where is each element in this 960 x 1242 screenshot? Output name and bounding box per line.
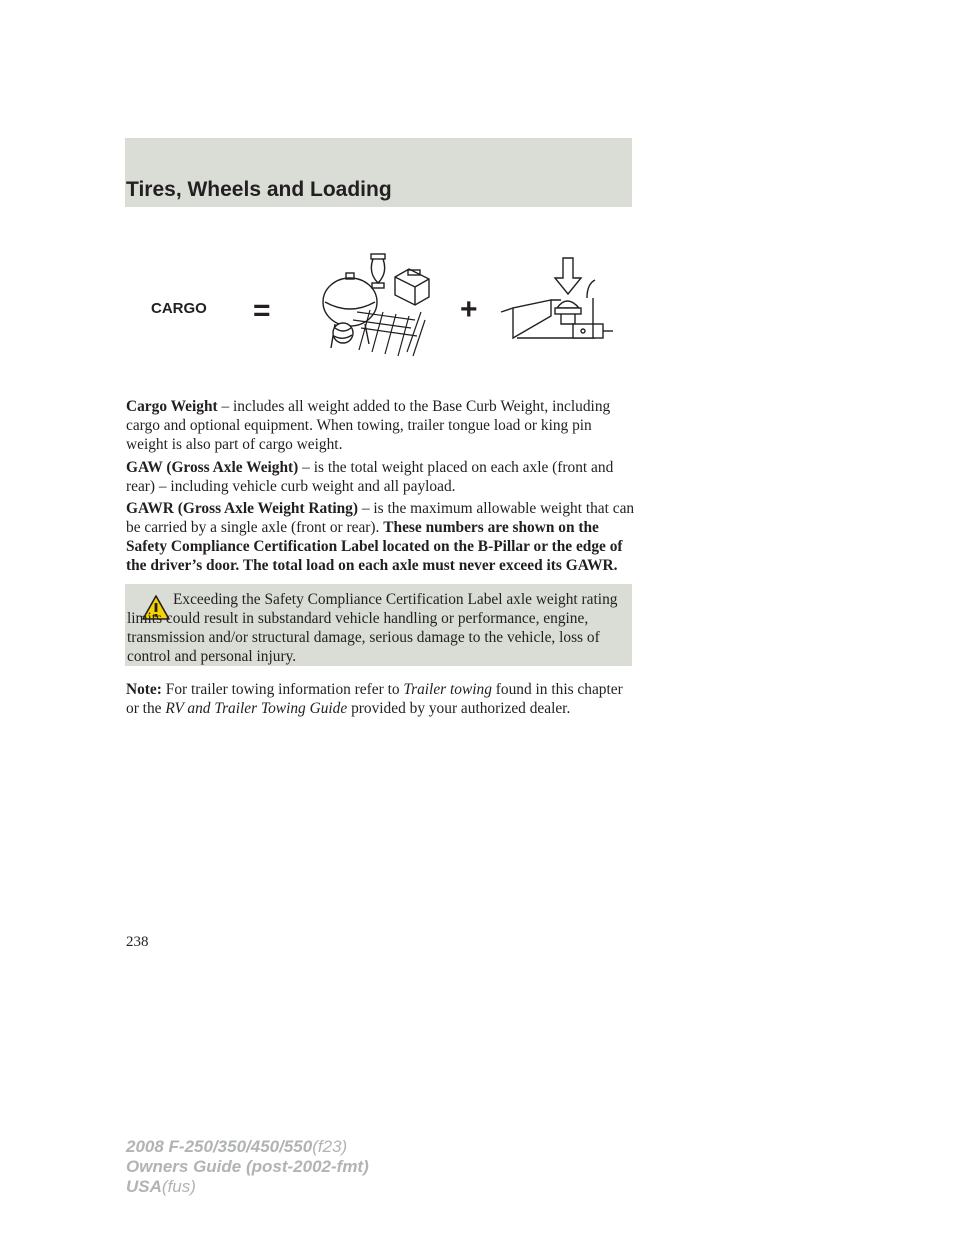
towing-guide-reference: RV and Trailer Towing Guide	[165, 700, 348, 717]
section-title: Tires, Wheels and Loading	[126, 178, 392, 201]
plus-sign: +	[460, 293, 478, 326]
document-footer	[126, 1137, 369, 1197]
note-paragraph	[126, 680, 636, 718]
note-text-2: found in this chapter or the	[126, 681, 623, 717]
gawr-definition: – is the maximum allowable weight that can be carried by a single axle (front or rear).	[126, 500, 635, 536]
warning-text: Exceeding the Safety Compliance Certification Label axle weight rating limits could result in substandard vehicle handling or performance, engine, transmission and/or structural damage, serious damage to the vehicle, loss of control and personal injury.	[127, 591, 618, 665]
gawr-paragraph	[126, 499, 636, 575]
note-text-1: For trailer towing information refer to	[161, 681, 404, 698]
equals-sign: =	[253, 294, 271, 327]
trailer-hitch-icon	[501, 258, 613, 338]
cargo-weight-definition: – includes all weight added to the Base Curb Weight, including cargo and optional equipment. When towing, trailer tongue load or king pin weight is also part of cargo weight.	[126, 398, 611, 453]
gaw-paragraph	[126, 458, 636, 496]
footer-model-code: (f23)	[312, 1137, 348, 1156]
footer-line-3	[126, 1177, 369, 1197]
cargo-illustration	[125, 240, 625, 365]
footer-market: USA	[126, 1177, 162, 1196]
cargo-label: CARGO	[151, 300, 207, 317]
cargo-items-icon	[323, 254, 429, 356]
gaw-definition: – is the total weight placed on each axle (front and rear) – including vehicle curb weight and all payload.	[126, 459, 614, 495]
cargo-weight-paragraph	[126, 397, 636, 454]
note-label: Note:	[126, 681, 162, 698]
gawr-emphasis: These numbers are shown on the Safety Compliance Certification Label located on the B-Pillar or the edge of the driver’s door. The total load on each axle must never exceed its GAWR.	[126, 519, 623, 574]
footer-market-code: (fus)	[161, 1177, 196, 1196]
cargo-weight-term: Cargo Weight	[126, 398, 218, 415]
gaw-term: GAW (Gross Axle Weight)	[126, 459, 299, 476]
note-text-3: provided by your authorized dealer.	[347, 700, 571, 717]
gawr-term: GAWR (Gross Axle Weight Rating)	[126, 500, 359, 517]
warning-box	[125, 584, 632, 666]
page-number: 238	[126, 934, 149, 950]
footer-line-1	[126, 1137, 369, 1157]
trailer-towing-reference: Trailer towing	[403, 681, 492, 698]
footer-line-2: Owners Guide (post-2002-fmt)	[126, 1157, 369, 1176]
footer-model: 2008 F-250/350/450/550	[126, 1137, 313, 1156]
